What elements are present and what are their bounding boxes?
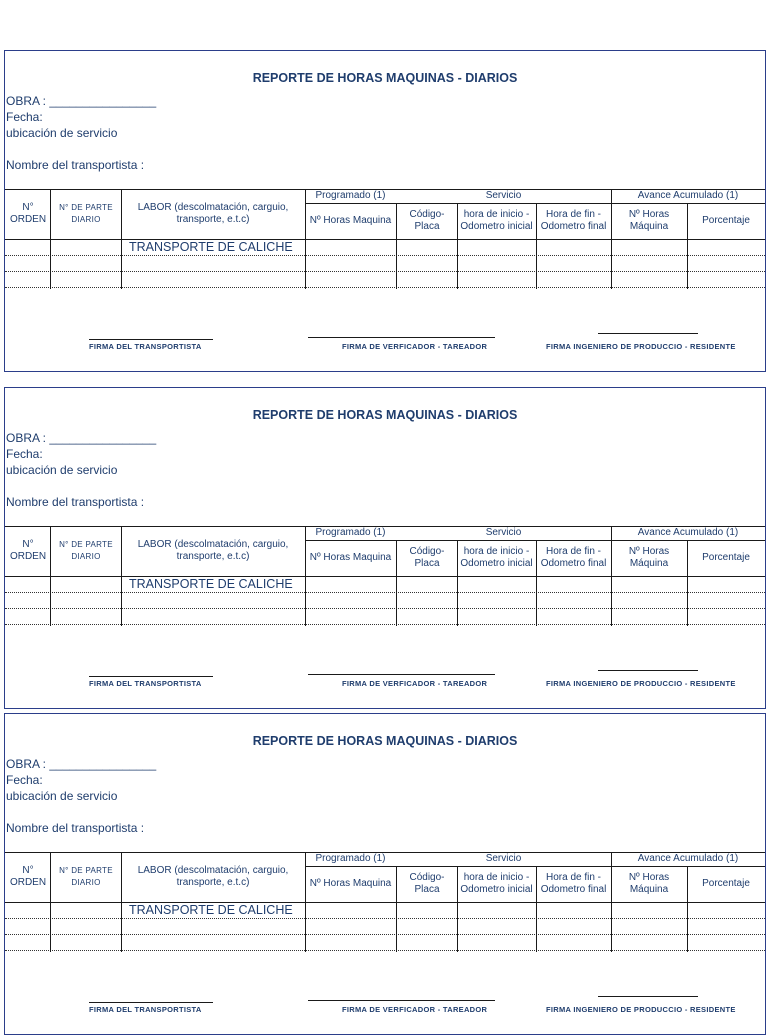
signature-line-transportista[interactable] [89, 676, 213, 677]
col-codigo-placa: Código- Placa [409, 546, 445, 569]
form-title: REPORTE DE HORAS MAQUINAS - DIARIOS [252, 71, 518, 85]
col-horas-maquina: Nº Horas Maquina [309, 215, 392, 226]
col-labor: LABOR (descolmatación, carguio, transporte, e.t.c) [137, 539, 289, 562]
group-programado: Programado (1) [315, 527, 386, 538]
col-horas-maquina-avance: Nº Horas Máquina [628, 546, 670, 569]
col-porcentaje: Porcentaje [702, 878, 750, 889]
col-porcentaje: Porcentaje [702, 215, 750, 226]
col-hora-fin: Hora de fin - Odometro final [540, 546, 607, 569]
group-servicio: Servicio [485, 527, 522, 538]
signature-line-verificador[interactable] [308, 337, 495, 338]
report-form [4, 50, 766, 372]
signature-label-transportista: FIRMA DEL TRANSPORTISTA [89, 342, 202, 351]
col-orden: N° ORDEN [9, 202, 47, 225]
col-orden: N° ORDEN [9, 539, 47, 562]
signature-line-transportista[interactable] [89, 1002, 213, 1003]
group-avance: Avance Acumulado (1) [637, 527, 739, 538]
signature-label-verificador: FIRMA DE VERFICADOR - TAREADOR [342, 1005, 488, 1014]
transportista-field[interactable]: Nombre del transportista : [6, 821, 145, 835]
fecha-field[interactable]: Fecha: [6, 110, 43, 124]
report-form [4, 387, 766, 709]
col-hora-fin: Hora de fin - Odometro final [540, 209, 607, 232]
labor-value[interactable]: TRANSPORTE DE CALICHE [129, 240, 293, 254]
signature-label-transportista: FIRMA DEL TRANSPORTISTA [89, 679, 202, 688]
signature-label-ingeniero: FIRMA INGENIERO DE PRODUCCIO - RESIDENTE [546, 1005, 736, 1014]
signature-label-ingeniero: FIRMA INGENIERO DE PRODUCCIO - RESIDENTE [546, 342, 736, 351]
transportista-field[interactable]: Nombre del transportista : [6, 495, 145, 509]
col-horas-maquina-avance: Nº Horas Máquina [628, 872, 670, 895]
signature-label-verificador: FIRMA DE VERFICADOR - TAREADOR [342, 679, 488, 688]
col-labor: LABOR (descolmatación, carguio, transporte, e.t.c) [137, 202, 289, 225]
col-hora-inicio: hora de inicio - Odometro inicial [460, 209, 533, 232]
signature-line-verificador[interactable] [308, 1000, 495, 1001]
col-porcentaje: Porcentaje [702, 552, 750, 563]
obra-field[interactable]: OBRA : ________________ [6, 757, 157, 771]
col-horas-maquina: Nº Horas Maquina [309, 878, 392, 889]
form-title: REPORTE DE HORAS MAQUINAS - DIARIOS [252, 734, 518, 748]
obra-field[interactable]: OBRA : ________________ [6, 94, 157, 108]
hours-table [5, 526, 765, 626]
signature-line-ingeniero[interactable] [598, 333, 698, 334]
group-avance: Avance Acumulado (1) [637, 190, 739, 201]
signature-label-ingeniero: FIRMA INGENIERO DE PRODUCCIO - RESIDENTE [546, 679, 736, 688]
col-hora-fin: Hora de fin - Odometro final [540, 872, 607, 895]
group-programado: Programado (1) [315, 853, 386, 864]
ubicacion-field[interactable]: ubicación de servicio [6, 789, 118, 803]
col-horas-maquina-avance: Nº Horas Máquina [628, 209, 670, 232]
signature-line-ingeniero[interactable] [598, 670, 698, 671]
report-form [4, 713, 766, 1035]
labor-value[interactable]: TRANSPORTE DE CALICHE [129, 903, 293, 917]
hours-table [5, 852, 765, 952]
signature-label-verificador: FIRMA DE VERFICADOR - TAREADOR [342, 342, 488, 351]
col-hora-inicio: hora de inicio - Odometro inicial [460, 872, 533, 895]
signature-line-transportista[interactable] [89, 339, 213, 340]
col-parte-diario: N° DE PARTE DIARIO [59, 203, 113, 224]
col-orden: N° ORDEN [9, 865, 47, 888]
col-codigo-placa: Código- Placa [409, 209, 445, 232]
col-labor: LABOR (descolmatación, carguio, transporte, e.t.c) [137, 865, 289, 888]
signature-label-transportista: FIRMA DEL TRANSPORTISTA [89, 1005, 202, 1014]
signature-line-verificador[interactable] [308, 674, 495, 675]
col-hora-inicio: hora de inicio - Odometro inicial [460, 546, 533, 569]
col-parte-diario: N° DE PARTE DIARIO [59, 540, 113, 561]
ubicacion-field[interactable]: ubicación de servicio [6, 463, 118, 477]
col-horas-maquina: Nº Horas Maquina [309, 552, 392, 563]
ubicacion-field[interactable]: ubicación de servicio [6, 126, 118, 140]
obra-field[interactable]: OBRA : ________________ [6, 431, 157, 445]
group-programado: Programado (1) [315, 190, 386, 201]
hours-table [5, 189, 765, 289]
labor-value[interactable]: TRANSPORTE DE CALICHE [129, 577, 293, 591]
fecha-field[interactable]: Fecha: [6, 447, 43, 461]
col-codigo-placa: Código- Placa [409, 872, 445, 895]
signature-line-ingeniero[interactable] [598, 996, 698, 997]
group-servicio: Servicio [485, 190, 522, 201]
group-avance: Avance Acumulado (1) [637, 853, 739, 864]
transportista-field[interactable]: Nombre del transportista : [6, 158, 145, 172]
form-title: REPORTE DE HORAS MAQUINAS - DIARIOS [252, 408, 518, 422]
col-parte-diario: N° DE PARTE DIARIO [59, 866, 113, 887]
group-servicio: Servicio [485, 853, 522, 864]
fecha-field[interactable]: Fecha: [6, 773, 43, 787]
